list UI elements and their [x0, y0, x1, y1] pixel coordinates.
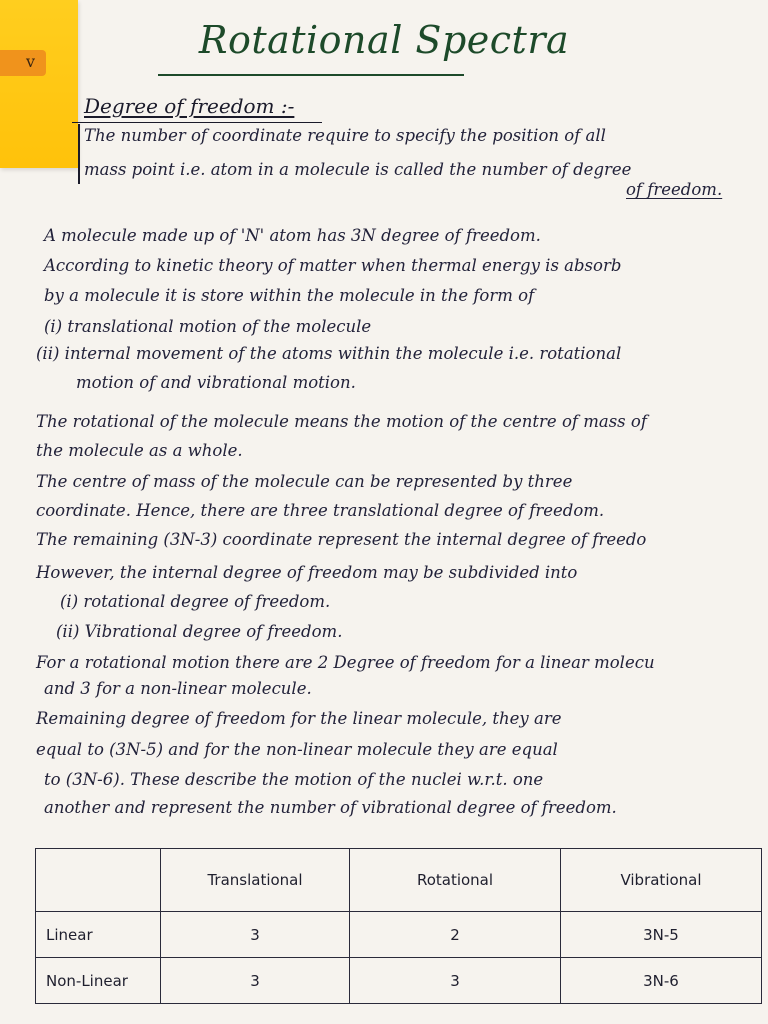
table-row-label: Linear: [36, 912, 161, 958]
text-line-22: to (3N-6). These describe the motion of the nuclei w.r.t. one: [44, 770, 544, 789]
text-line-19: and 3 for a non-linear molecule.: [44, 679, 312, 698]
text-line-21: equal to (3N-5) and for the non-linear molecule they are equal: [36, 740, 558, 759]
table-row: [36, 958, 762, 1004]
text-line-10: The rotational of the molecule means the motion of the centre of mass of: [36, 412, 647, 431]
section-heading: Degree of freedom :-: [84, 94, 295, 118]
text-line-2: mass point i.e. atom in a molecule is called the number of degree: [84, 160, 632, 179]
table-cell: 3N-6: [561, 958, 762, 1004]
table-cell: 3: [161, 958, 350, 1004]
text-line-7: (i) translational motion of the molecule: [44, 317, 372, 336]
table-row-label: Non-Linear: [36, 958, 161, 1004]
text-line-1: The number of coordinate require to specify the position of all: [84, 126, 606, 145]
table-header-rotational: Rotational: [350, 849, 561, 912]
table-cell: 3: [161, 912, 350, 958]
table-header-translational: Translational: [161, 849, 350, 912]
table-cell: 2: [350, 912, 561, 958]
table-cell: 3: [350, 958, 561, 1004]
degrees-of-freedom-table: [35, 848, 762, 1004]
text-line-12: The centre of mass of the molecule can be represented by three: [36, 472, 573, 491]
text-line-20: Remaining degree of freedom for the linear molecule, they are: [36, 709, 562, 728]
table-header-vibrational: Vibrational: [561, 849, 762, 912]
text-line-14: The remaining (3N-3) coordinate represent the internal degree of freedo: [36, 530, 647, 549]
text-line-3: of freedom.: [626, 180, 723, 199]
heading-rule: [72, 122, 322, 123]
text-line-11: the molecule as a whole.: [36, 441, 243, 460]
text-line-13: coordinate. Hence, there are three translational degree of freedom.: [36, 501, 605, 520]
text-line-16: (i) rotational degree of freedom.: [60, 592, 331, 611]
sticky-note-mark: v: [26, 52, 36, 71]
margin-rule: [78, 124, 80, 184]
text-line-9: motion of and vibrational motion.: [76, 373, 356, 392]
text-line-15: However, the internal degree of freedom may be subdivided into: [36, 563, 578, 582]
title-underline: [158, 74, 464, 76]
text-line-6: by a molecule it is store within the molecule in the form of: [44, 286, 535, 305]
text-line-18: For a rotational motion there are 2 Degree of freedom for a linear molecu: [36, 653, 655, 672]
text-line-4: A molecule made up of 'N' atom has 3N degree of freedom.: [44, 226, 541, 245]
text-line-17: (ii) Vibrational degree of freedom.: [56, 622, 343, 641]
text-line-23: another and represent the number of vibrational degree of freedom.: [44, 798, 617, 817]
text-line-5: According to kinetic theory of matter when thermal energy is absorb: [44, 256, 622, 275]
table-header-corner: [36, 849, 161, 912]
table-row: [36, 912, 762, 958]
text-line-8: (ii) internal movement of the atoms within the molecule i.e. rotational: [36, 344, 622, 363]
table-header-row: [36, 849, 762, 912]
page-title: Rotational Spectra: [198, 18, 570, 62]
table-cell: 3N-5: [561, 912, 762, 958]
